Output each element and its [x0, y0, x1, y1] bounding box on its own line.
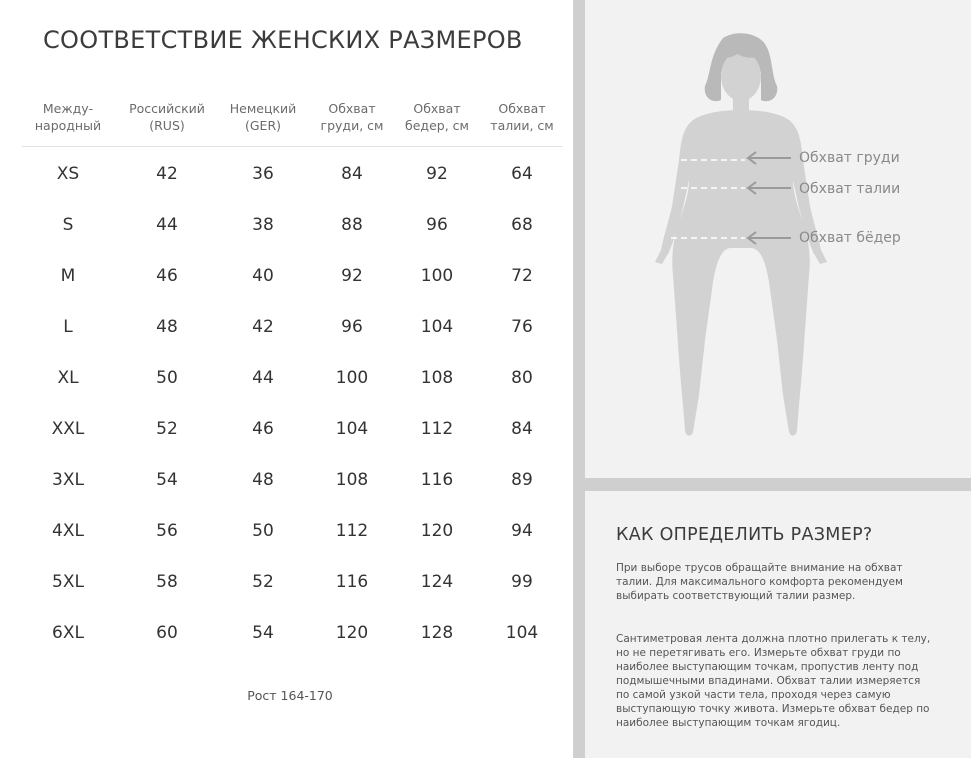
column-header-international: Между- народный	[34, 101, 102, 133]
cell-russian: 46	[156, 266, 178, 286]
cell-hips: 100	[420, 266, 454, 286]
table-row	[0, 164, 573, 204]
table-row	[0, 521, 573, 561]
cell-chest: 88	[341, 215, 363, 235]
cell-waist: 104	[505, 623, 539, 643]
header-divider	[22, 146, 563, 147]
cell-international: 3XL	[52, 470, 84, 490]
cell-waist: 76	[511, 317, 533, 337]
cell-hips: 108	[420, 368, 454, 388]
cell-international: S	[62, 215, 74, 235]
cell-german: 52	[252, 572, 274, 592]
chest-label: Обхват груди	[799, 150, 900, 166]
body-silhouette	[585, 0, 971, 478]
table-row	[0, 572, 573, 612]
cell-waist: 80	[511, 368, 533, 388]
cell-chest: 100	[335, 368, 369, 388]
waist-label: Обхват талии	[799, 181, 901, 197]
table-row	[0, 419, 573, 459]
column-header-hips: Обхват бедер, см	[405, 101, 469, 133]
horizontal-divider	[585, 478, 971, 491]
cell-waist: 99	[511, 572, 533, 592]
cell-chest: 108	[335, 470, 369, 490]
cell-waist: 72	[511, 266, 533, 286]
column-header-german: Немецкий (GER)	[229, 101, 297, 133]
table-row	[0, 215, 573, 255]
cell-hips: 92	[426, 164, 448, 184]
cell-international: 6XL	[52, 623, 84, 643]
cell-german: 48	[252, 470, 274, 490]
vertical-divider	[573, 0, 585, 758]
cell-russian: 56	[156, 521, 178, 541]
cell-german: 40	[252, 266, 274, 286]
cell-hips: 128	[420, 623, 454, 643]
cell-international: L	[63, 317, 73, 337]
cell-international: M	[60, 266, 76, 286]
cell-russian: 50	[156, 368, 178, 388]
table-row	[0, 623, 573, 663]
cell-chest: 116	[335, 572, 369, 592]
cell-german: 36	[252, 164, 274, 184]
cell-german: 38	[252, 215, 274, 235]
cell-international: 4XL	[52, 521, 84, 541]
cell-german: 46	[252, 419, 274, 439]
table-row	[0, 470, 573, 510]
cell-chest: 84	[341, 164, 363, 184]
cell-chest: 112	[335, 521, 369, 541]
howto-panel	[585, 491, 971, 758]
cell-hips: 112	[420, 419, 454, 439]
body-figure-panel	[585, 0, 971, 478]
howto-paragraph-2: Сантиметровая лента должна плотно прилегать к телу, но не перетягивать его. Измерьте обхват груди по наиболее выступающим точкам, пропустив ленту под подмышечными впадинами. Обхват талии измеряется по самой узкой части тела, проходя через самую выступающую точку живота. Измерьте обхват бедер по наиболее выступающим точкам ягодиц.	[616, 633, 931, 729]
column-header-waist: Обхват талии, см	[490, 101, 554, 133]
cell-hips: 104	[420, 317, 454, 337]
cell-russian: 52	[156, 419, 178, 439]
cell-russian: 54	[156, 470, 178, 490]
cell-international: XL	[57, 368, 79, 388]
cell-waist: 68	[511, 215, 533, 235]
cell-waist: 84	[511, 419, 533, 439]
cell-chest: 104	[335, 419, 369, 439]
cell-waist: 89	[511, 470, 533, 490]
cell-german: 50	[252, 521, 274, 541]
table-row	[0, 317, 573, 357]
cell-russian: 48	[156, 317, 178, 337]
cell-chest: 120	[335, 623, 369, 643]
cell-german: 54	[252, 623, 274, 643]
cell-german: 42	[252, 317, 274, 337]
cell-international: XXL	[51, 419, 85, 439]
howto-paragraph-1: При выборе трусов обращайте внимание на обхват талии. Для максимального комфорта рекомендуем выбирать соответствующий талии размер.	[616, 562, 903, 602]
cell-german: 44	[252, 368, 274, 388]
cell-hips: 96	[426, 215, 448, 235]
height-note: Рост 164-170	[247, 688, 333, 703]
cell-chest: 96	[341, 317, 363, 337]
cell-international: 5XL	[52, 572, 84, 592]
cell-russian: 60	[156, 623, 178, 643]
cell-chest: 92	[341, 266, 363, 286]
cell-waist: 94	[511, 521, 533, 541]
cell-russian: 58	[156, 572, 178, 592]
table-row	[0, 266, 573, 306]
page-title: СООТВЕТСТВИЕ ЖЕНСКИХ РАЗМЕРОВ	[43, 26, 523, 54]
table-row	[0, 368, 573, 408]
cell-hips: 124	[420, 572, 454, 592]
cell-hips: 120	[420, 521, 454, 541]
cell-russian: 44	[156, 215, 178, 235]
cell-international: XS	[56, 164, 80, 184]
column-header-chest: Обхват груди, см	[320, 101, 384, 133]
cell-hips: 116	[420, 470, 454, 490]
howto-title: КАК ОПРЕДЕЛИТЬ РАЗМЕР?	[616, 525, 873, 545]
cell-waist: 64	[511, 164, 533, 184]
column-header-russian: Российский (RUS)	[129, 101, 205, 133]
cell-russian: 42	[156, 164, 178, 184]
hips-label: Обхват бёдер	[799, 230, 901, 246]
